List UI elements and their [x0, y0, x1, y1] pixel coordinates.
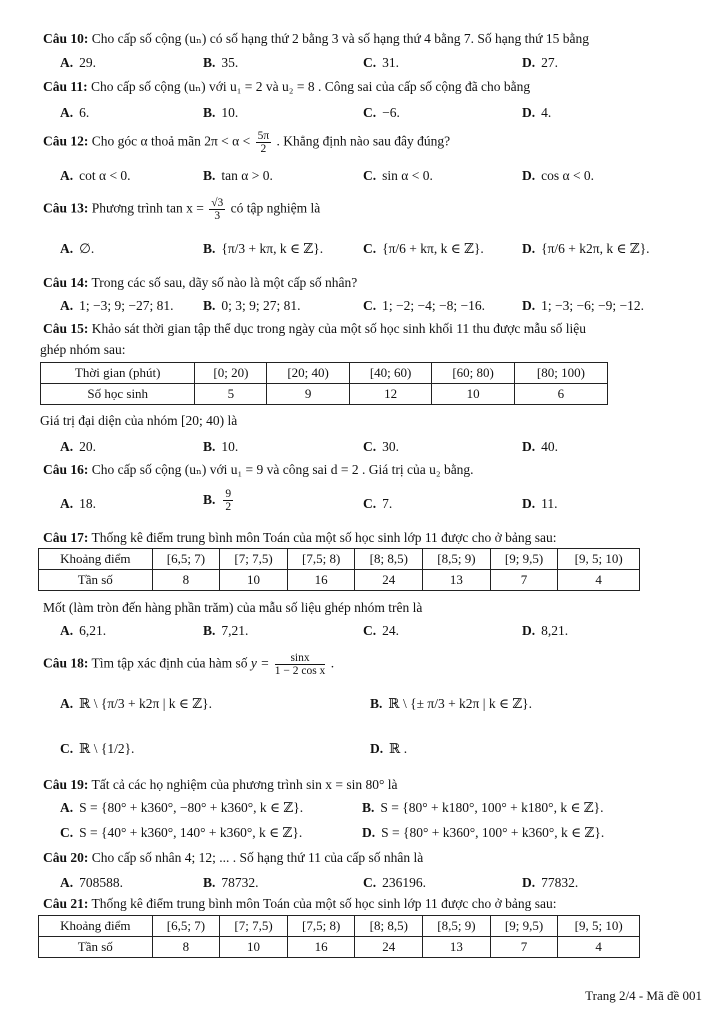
option-c[interactable]: C. 30.: [363, 439, 399, 454]
question-15-cont: ghép nhóm sau:: [40, 342, 126, 357]
option-a[interactable]: A. cot α < 0.: [60, 168, 131, 183]
option-c[interactable]: C. ℝ \ {1/2}.: [60, 741, 135, 756]
option-c[interactable]: C. −6.: [363, 105, 400, 120]
question-18: Câu 18: Tìm tập xác định của hàm số y = $\frac{\sin x}{\text{1 − 2 cos x}}$ .: [43, 652, 335, 677]
option-d[interactable]: D. 1; −3; −6; −9; −12.: [522, 298, 644, 313]
table-row: Tần số 8 10 16 24 13 7 4: [39, 570, 640, 591]
option-d[interactable]: D. 4.: [522, 105, 552, 120]
answers-17: [0, 623, 724, 641]
table-math-scores-2: [38, 915, 640, 958]
question-17-ask: Mốt (làm tròn đến hàng phần trăm) của mẫu số liệu ghép nhóm trên là: [43, 600, 423, 615]
table-row: Số học sinh 5 9 12 10 6: [41, 384, 608, 405]
option-b[interactable]: B. $\frac{9}{2}$: [203, 488, 232, 513]
option-d[interactable]: D. 77832.: [522, 875, 579, 890]
option-b[interactable]: B. tan α > 0.: [203, 168, 273, 183]
table-math-scores: [38, 548, 640, 591]
option-c[interactable]: C. {π/6 + kπ, k ∈ ℤ}.: [363, 241, 484, 256]
page-footer: Trang 2/4 - Mã đề 001: [585, 988, 702, 1003]
table-row: Khoảng điểm [6,5; 7) [7; 7,5) [7,5; 8) [8; 8,5) [8,5; 9) [9; 9,5) [9, 5; 10): [39, 549, 640, 570]
option-c[interactable]: C. 31.: [363, 55, 399, 70]
answers-13: [0, 241, 724, 259]
answers-14: [0, 298, 724, 316]
option-a[interactable]: A. 6.: [60, 105, 90, 120]
table-exercise-time: [40, 362, 608, 405]
option-d[interactable]: D. S = {80° + k360°, 100° + k360°, k ∈ ℤ}.: [362, 825, 605, 840]
fraction: $\frac{\sin x}{\text{1 − 2 cos x}}$: [274, 652, 326, 677]
answers-10: [0, 55, 724, 73]
option-d[interactable]: D. 8,21.: [522, 623, 569, 638]
question-15: Câu 15: Khảo sát thời gian tập thể dục trong ngày của một số học sinh khối 11 thu được mẫu số liệu: [43, 321, 587, 336]
answers-19-ab: [0, 800, 724, 818]
option-c[interactable]: C. 7.: [363, 496, 393, 511]
option-a[interactable]: A. ∅.: [60, 241, 95, 256]
option-c[interactable]: C. 1; −2; −4; −8; −16.: [363, 298, 485, 313]
answers-18-cd: [0, 741, 724, 759]
option-d[interactable]: D. 11.: [522, 496, 558, 511]
option-b[interactable]: B. 0; 3; 9; 27; 81.: [203, 298, 301, 313]
option-a[interactable]: A. 20.: [60, 439, 96, 454]
option-c[interactable]: C. 24.: [363, 623, 399, 638]
question-19: Câu 19: Tất cả các họ nghiệm của phương trình sin x = sin 80° là: [43, 777, 398, 792]
option-a[interactable]: A. ℝ \ {π/3 + k2π | k ∈ ℤ}.: [60, 696, 212, 711]
answers-16: [0, 488, 724, 514]
fraction: $\frac{5\pi}{2}$: [257, 130, 270, 155]
option-b[interactable]: B. 78732.: [203, 875, 259, 890]
option-d[interactable]: D. ℝ .: [370, 741, 408, 756]
option-c[interactable]: C. sin α < 0.: [363, 168, 433, 183]
answers-15: [0, 439, 724, 457]
option-b[interactable]: B. 35.: [203, 55, 239, 70]
question-12: Câu 12: Cho góc α thoả mãn 2π < α < $\frac{5\pi}{2}$ . Khẳng định nào sau đây đúng?: [43, 130, 451, 155]
option-a[interactable]: A. S = {80° + k360°, −80° + k360°, k ∈ ℤ}.: [60, 800, 304, 815]
question-13: Câu 13: Phương trình tan x = $\frac{√3}{3}$ có tập nghiệm là: [43, 197, 321, 222]
answers-20: [0, 875, 724, 893]
option-a[interactable]: A. 1; −3; 9; −27; 81.: [60, 298, 174, 313]
option-b[interactable]: B. S = {80° + k180°, 100° + k180°, k ∈ ℤ}.: [362, 800, 604, 815]
option-d[interactable]: D. cos α < 0.: [522, 168, 595, 183]
option-b[interactable]: B. 7,21.: [203, 623, 249, 638]
option-b[interactable]: B. 10.: [203, 439, 239, 454]
question-17: Câu 17: Thống kê điểm trung bình môn Toán của một số học sinh lớp 11 được cho ở bảng sau:: [43, 530, 557, 545]
answers-19-cd: [0, 825, 724, 843]
option-a[interactable]: A. 18.: [60, 496, 96, 511]
option-a[interactable]: A. 6,21.: [60, 623, 107, 638]
table-row: Tần số 8 10 16 24 13 7 4: [39, 937, 640, 958]
option-a[interactable]: A. 29.: [60, 55, 96, 70]
question-14: Câu 14: Trong các số sau, dãy số nào là một cấp số nhân?: [43, 275, 358, 290]
answers-11: [0, 105, 724, 123]
option-a[interactable]: A. 708588.: [60, 875, 123, 890]
question-11: Câu 11: Cho cấp số cộng (uₙ) với u₁ = 2 và u₂ = 8 . Công sai của cấp số cộng đã cho bằng: [43, 79, 531, 94]
option-d[interactable]: D. {π/6 + k2π, k ∈ ℤ}.: [522, 241, 650, 256]
option-c[interactable]: C. S = {40° + k360°, 140° + k360°, k ∈ ℤ}.: [60, 825, 303, 840]
question-10: Câu 10: Cho cấp số cộng (uₙ) có số hạng thứ 2 bằng 3 và số hạng thứ 4 bằng 7. Số hạng thứ 15 bằng: [43, 31, 589, 46]
option-b[interactable]: B. ℝ \ {± π/3 + k2π | k ∈ ℤ}.: [370, 696, 533, 711]
question-20: Câu 20: Cho cấp số nhân 4; 12; ... . Số hạng thứ 11 của cấp số nhân là: [43, 850, 424, 865]
fraction: $\frac{√3}{3}$: [211, 197, 224, 222]
option-c[interactable]: C. 236196.: [363, 875, 426, 890]
question-15-ask: Giá trị đại diện của nhóm [20; 40) là: [40, 413, 238, 428]
answers-12: [0, 168, 724, 186]
table-row: Thời gian (phút) [0; 20) [20; 40) [40; 60) [60; 80) [80; 100): [41, 363, 608, 384]
question-21: Câu 21: Thống kê điểm trung bình môn Toán của một số học sinh lớp 11 được cho ở bảng sau:: [43, 896, 557, 911]
option-b[interactable]: B. {π/3 + kπ, k ∈ ℤ}.: [203, 241, 324, 256]
option-d[interactable]: D. 40.: [522, 439, 558, 454]
answers-18-ab: [0, 696, 724, 714]
question-16: Câu 16: Cho cấp số cộng (uₙ) với u₁ = 9 và công sai d = 2 . Giá trị của u₂ bằng.: [43, 462, 474, 477]
option-b[interactable]: B. 10.: [203, 105, 239, 120]
table-row: Khoảng điểm [6,5; 7) [7; 7,5) [7,5; 8) [8; 8,5) [8,5; 9) [9; 9,5) [9, 5; 10): [39, 916, 640, 937]
option-d[interactable]: D. 27.: [522, 55, 558, 70]
